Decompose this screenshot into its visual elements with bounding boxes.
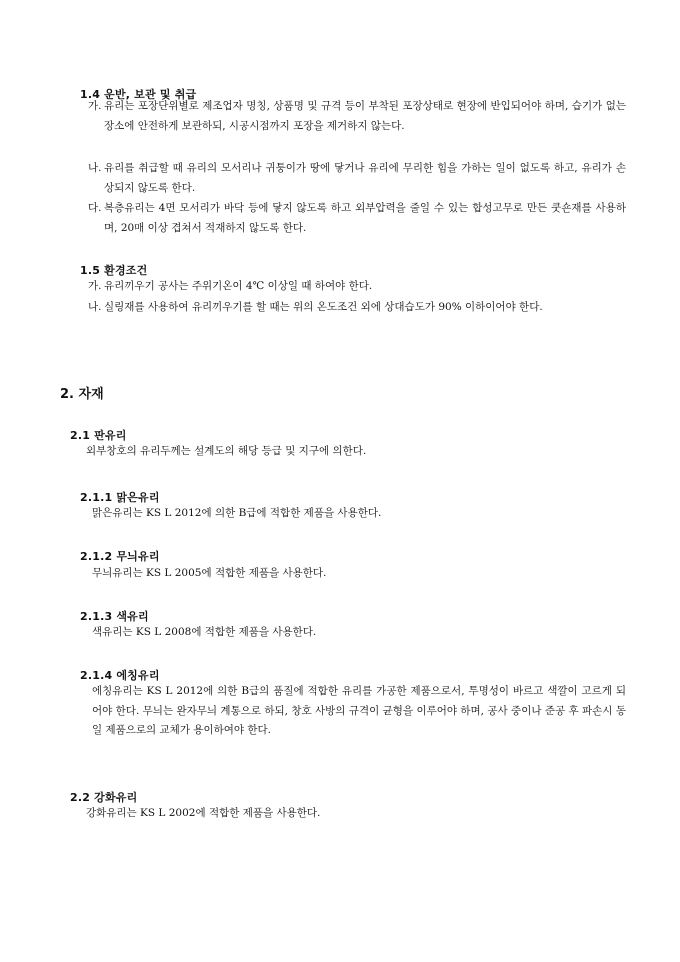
section-heading-2-2: 2.2 강화유리 bbox=[70, 791, 138, 804]
chapter-heading-2: 2. 자재 bbox=[60, 387, 104, 402]
section-text-2-2: 강화유리는 KS L 2002에 적합한 제품을 사용한다. bbox=[86, 807, 321, 819]
list-marker: 다. bbox=[88, 202, 102, 214]
list-item bbox=[88, 298, 626, 318]
section-text-2-1-4: 에칭유리는 KS L 2012에 의한 B급의 품질에 적합한 유리를 가공한 제품으로서, 투명성이 바르고 색깔이 고르게 되어야 한다. 무늬는 완자무늬 계통으로 하되, 창호 사방의 규격이 균형을 이루어야 하며, 공사 중이나 준공 후 파손시 동일 제품으로의 교체가 용이하여야 한다. bbox=[92, 685, 626, 736]
list-marker: 가. bbox=[88, 280, 102, 292]
section-heading-2-1-3: 2.1.3 색유리 bbox=[80, 610, 149, 623]
section-text-2-1-3: 색유리는 KS L 2008에 적합한 제품을 사용한다. bbox=[92, 626, 317, 638]
list-item bbox=[88, 199, 626, 238]
list-marker: 가. bbox=[88, 100, 102, 112]
list-marker: 나. bbox=[88, 301, 102, 313]
list-item bbox=[88, 277, 626, 297]
list-item-text: 유리끼우기 공사는 주위기온이 4℃ 이상일 때 하여야 한다. bbox=[104, 280, 373, 292]
list-item-text: 복층유리는 4면 모서리가 바닥 등에 닿지 않도록 하고 외부압력을 줄일 수 있는 합성고무로 만든 쿳숀재를 사용하며, 20매 이상 겹쳐서 적재하지 않도록 한다. bbox=[104, 202, 626, 234]
section-heading-1-4: 1.4 운반, 보관 및 취급 bbox=[80, 88, 197, 101]
section-heading-2-1-4: 2.1.4 에칭유리 bbox=[80, 669, 160, 682]
section-heading-2-1-2: 2.1.2 무늬유리 bbox=[80, 550, 160, 563]
section-text-2-1-1: 맑은유리는 KS L 2012에 의한 B급에 적합한 제품을 사용한다. bbox=[92, 507, 382, 519]
list-item-text: 유리를 취급할 때 유리의 모서리나 귀퉁이가 땅에 닿거나 유리에 무리한 힘을 가하는 일이 없도록 하고, 유리가 손상되지 않도록 한다. bbox=[104, 162, 626, 194]
section-text-2-1: 외부창호의 유리두께는 설계도의 해당 등급 및 지구에 의한다. bbox=[86, 445, 367, 457]
section-heading-1-5: 1.5 환경조건 bbox=[80, 264, 148, 277]
list-item-text: 실링재를 사용하여 유리끼우기를 할 때는 위의 온도조건 외에 상대습도가 90% 이하이어야 한다. bbox=[104, 301, 543, 313]
list-item-text: 유리는 포장단위별로 제조업자 명칭, 상품명 및 규격 등이 부착된 포장상태로 현장에 반입되어야 하며, 습기가 없는 장소에 안전하게 보관하되, 시공시점까지 포장을 제거하지 않는다. bbox=[104, 100, 626, 132]
list-item bbox=[88, 97, 626, 136]
section-text-2-1-2: 무늬유리는 KS L 2005에 적합한 제품을 사용한다. bbox=[92, 567, 327, 579]
list-marker: 나. bbox=[88, 162, 102, 174]
section-heading-2-1: 2.1 판유리 bbox=[70, 429, 127, 442]
section-heading-2-1-1: 2.1.1 맑은유리 bbox=[80, 491, 160, 504]
list-item bbox=[88, 159, 626, 198]
